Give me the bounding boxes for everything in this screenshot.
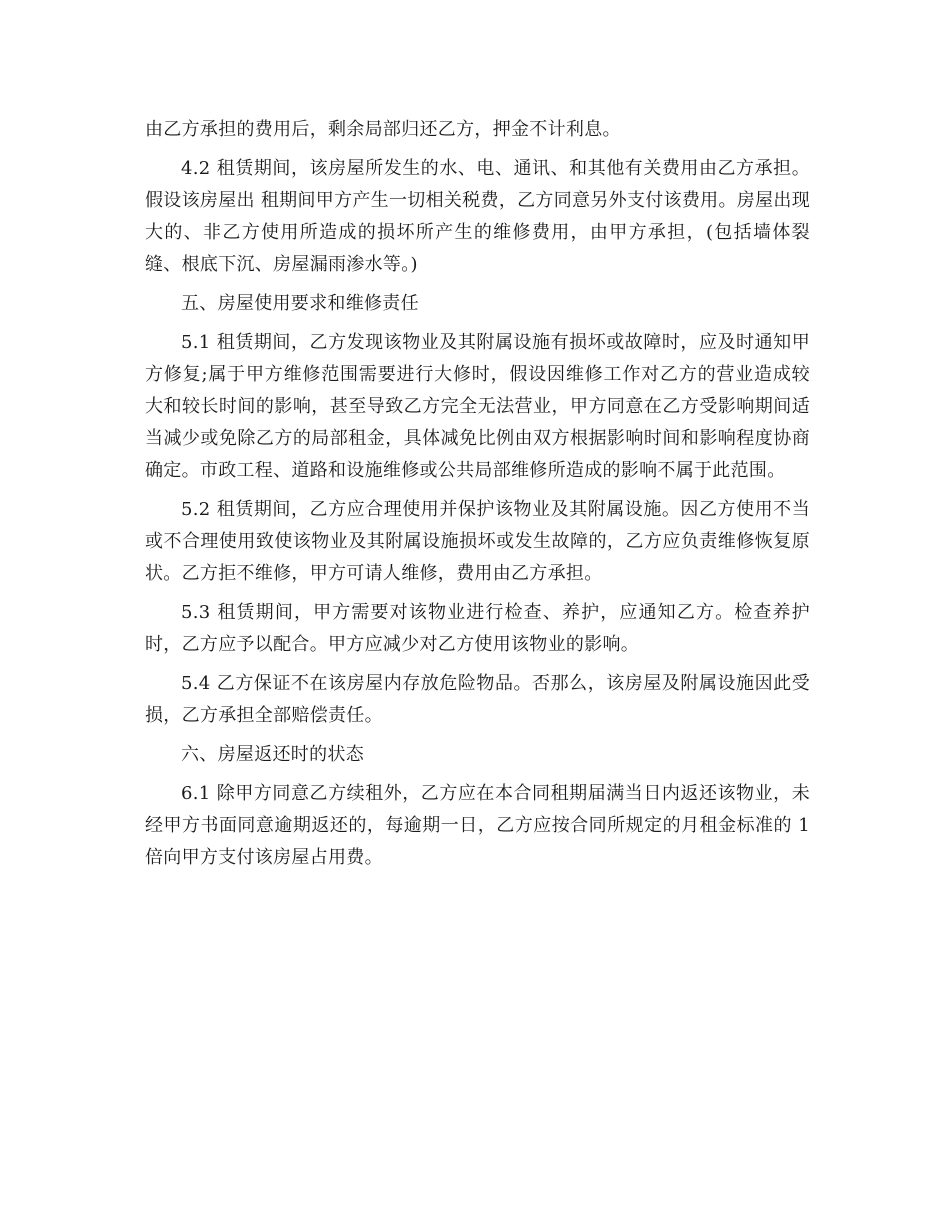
clause-5-4: 5.4 乙方保证不在该房屋内存放危险物品。否那么，该房屋及附属设施因此受损，乙方承担全部赔偿责任。 bbox=[145, 673, 810, 726]
clause-5-2: 5.2 租赁期间，乙方应合理使用并保护该物业及其附属设施。因乙方使用不当或不合理使用致使该物业及其附属设施损坏或发生故障的，乙方应负责维修恢复原状。乙方拒不维修，甲方可请人维修，费用由乙方承担。 bbox=[145, 499, 810, 584]
clause-5-1: 5.1 租赁期间，乙方发现该物业及其附属设施有损坏或故障时，应及时通知甲方修复;属于甲方维修范围需要进行大修时，假设因维修工作对乙方的营业造成较大和较长时间的影响，甚至导致乙方完全无法营业，甲方同意在乙方受影响期间适当减少或免除乙方的局部租金，具体减免比例由双方根据影响时间和影响程度协商确定。市政工程、道路和设施维修或公共局部维修所造成的影响不属于此范围。 bbox=[145, 332, 810, 481]
paragraph-continuation: 由乙方承担的费用后，剩余局部归还乙方，押金不计利息。 bbox=[145, 119, 621, 140]
section-heading-6: 六、房屋返还时的状态 bbox=[181, 744, 364, 765]
clause-5-3: 5.3 租赁期间，甲方需要对该物业进行检查、养护，应通知乙方。检查养护时，乙方应予以配合。甲方应减少对乙方使用该物业的影响。 bbox=[145, 602, 810, 655]
clause-4-2: 4.2 租赁期间，该房屋所发生的水、电、通讯、和其他有关费用由乙方承担。假设该房屋出 租期间甲方产生一切相关税费，乙方同意另外支付该费用。房屋出现大的、非乙方使用所造成的损坏所产生的维修费用，由甲方承担，(包括墙体裂缝、根底下沉、房屋漏雨渗水等。) bbox=[145, 158, 810, 275]
clause-6-1: 6.1 除甲方同意乙方续租外，乙方应在本合同租期届满当日内返还该物业，未经甲方书面同意逾期返还的，每逾期一日，乙方应按合同所规定的月租金标准的 1 倍向甲方支付该房屋占用费。 bbox=[145, 783, 810, 868]
section-heading-5: 五、房屋使用要求和维修责任 bbox=[181, 293, 419, 314]
document-body bbox=[145, 114, 810, 881]
